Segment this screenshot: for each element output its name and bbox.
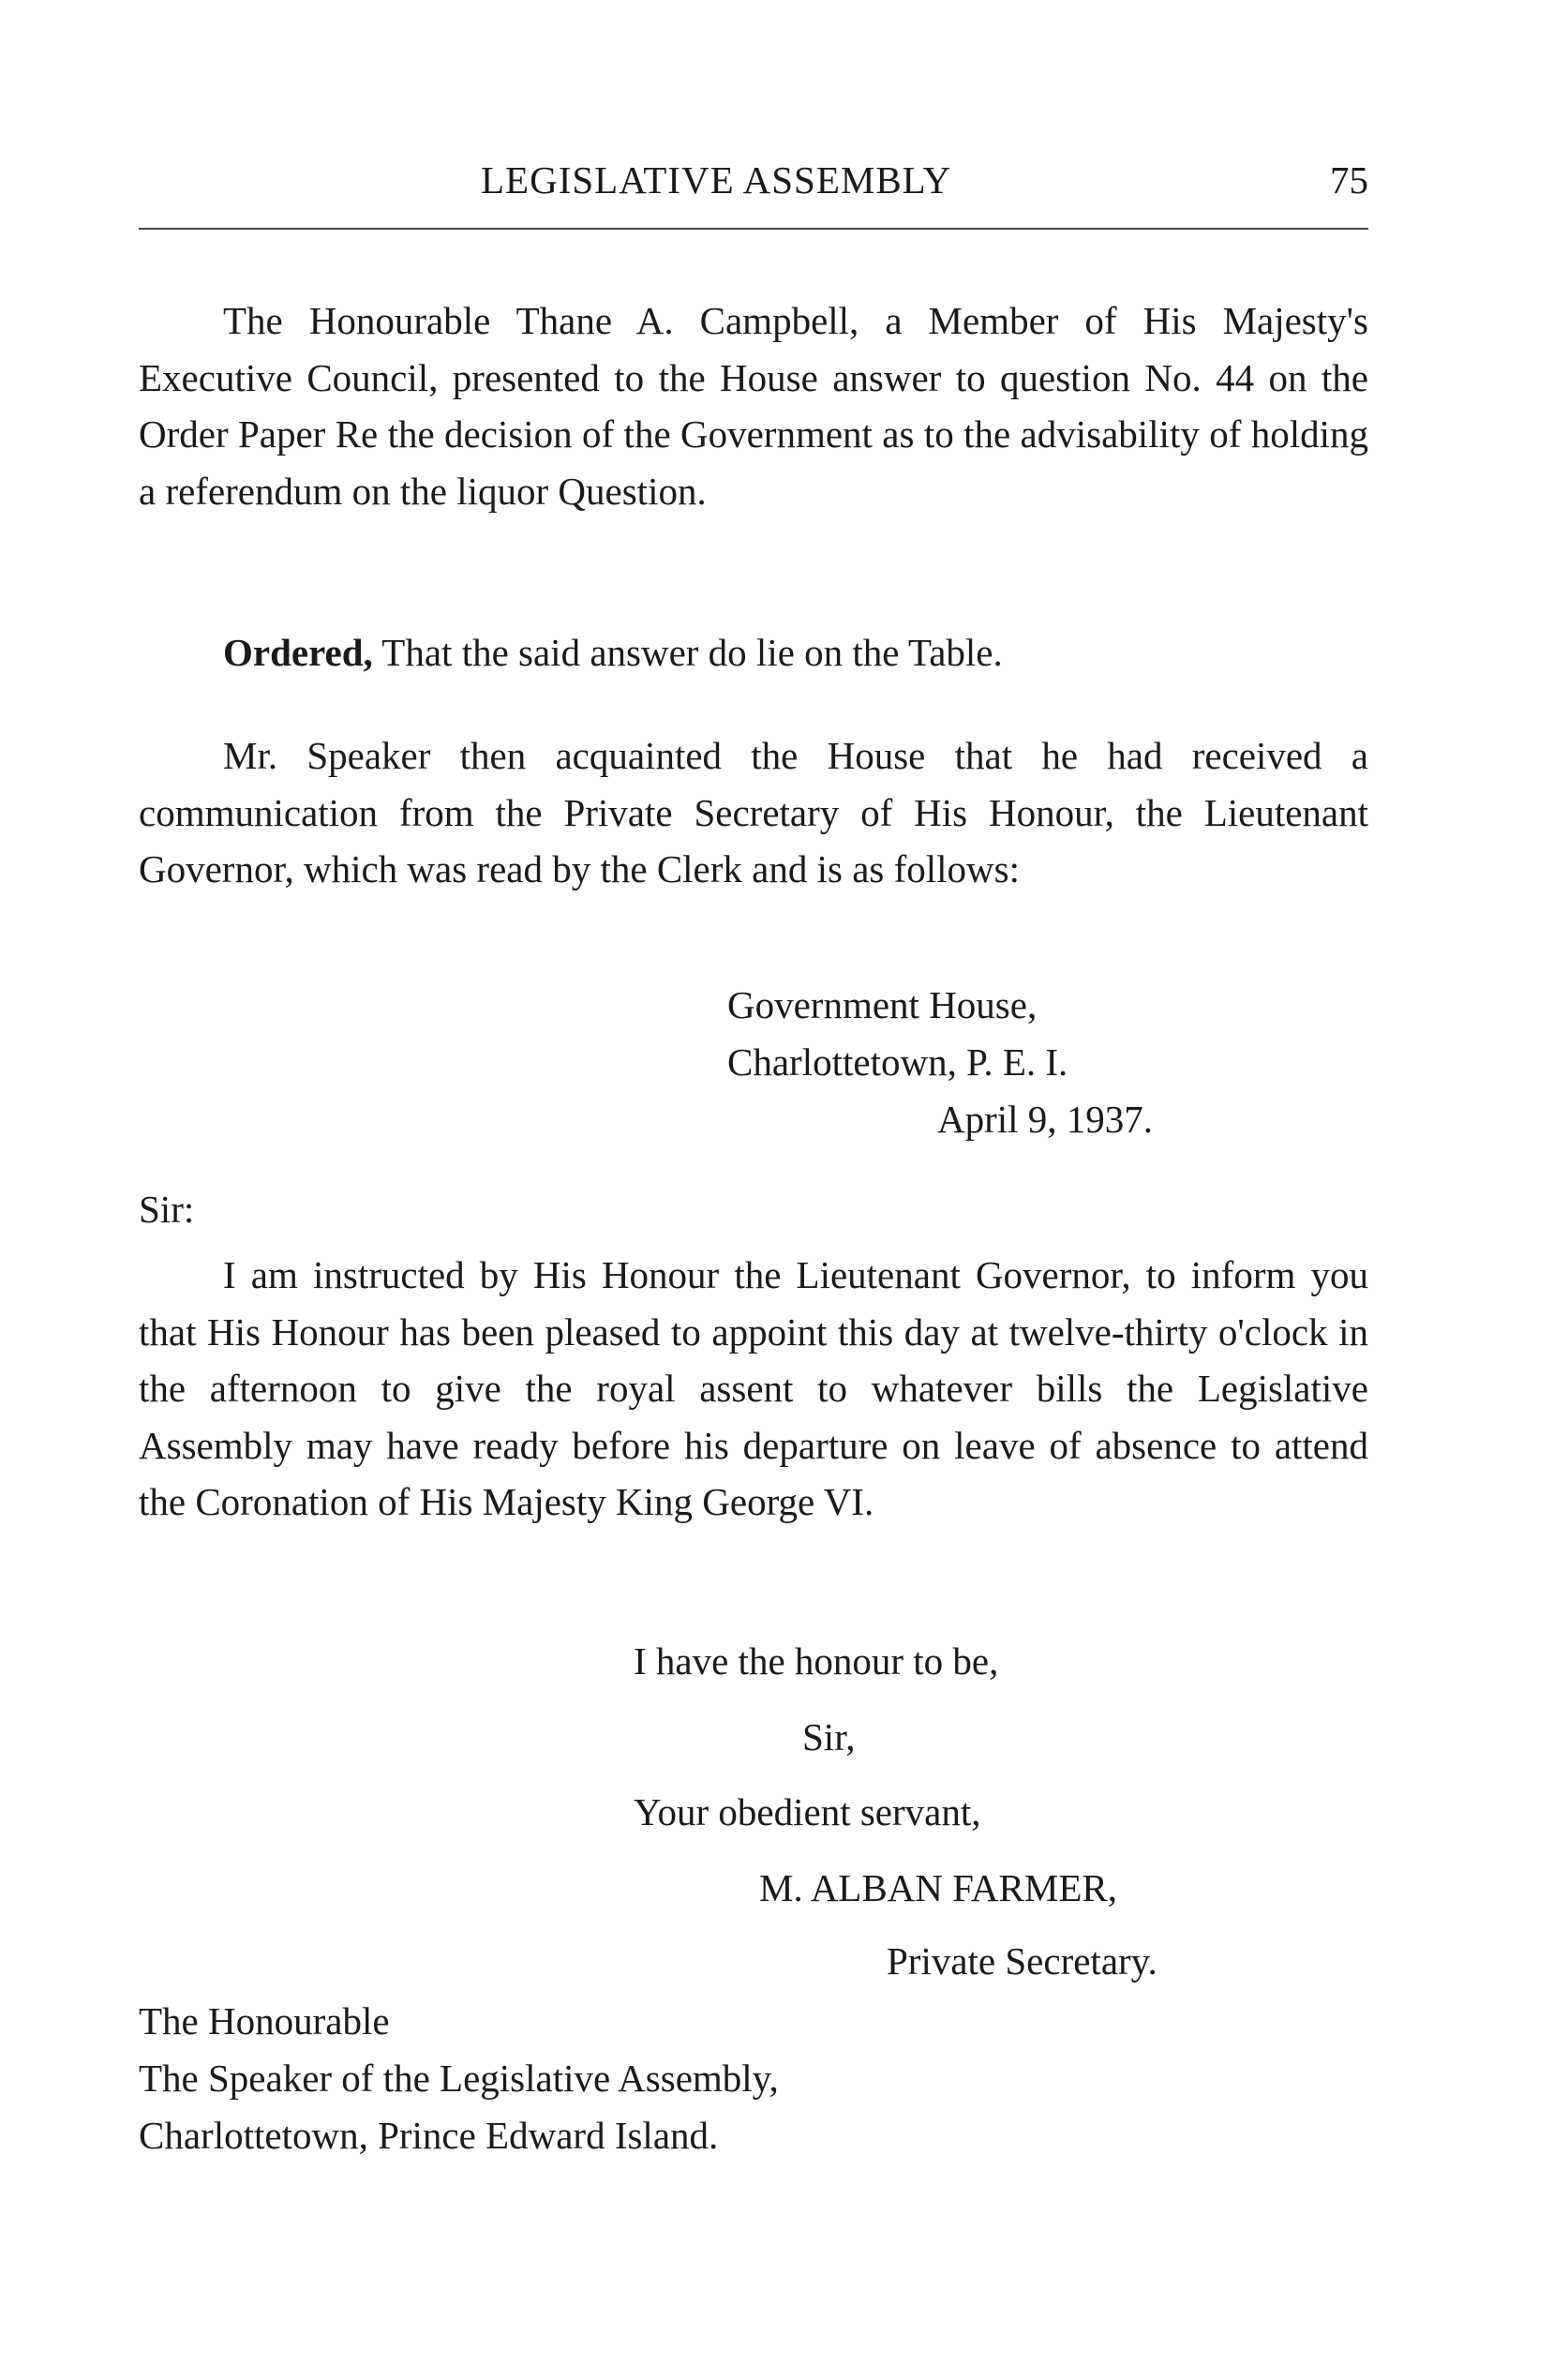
letter-signatory-title: Private Secretary. bbox=[887, 1939, 1157, 1982]
letter-recipient: The Speaker of the Legislative Assembly, bbox=[139, 2057, 779, 2100]
header-rule bbox=[139, 228, 1368, 230]
letter-salutation: Sir: bbox=[139, 1188, 195, 1231]
letter-recipient: The Honourable bbox=[139, 1999, 390, 2042]
page-number: 75 bbox=[1330, 158, 1368, 202]
page-header bbox=[139, 157, 1368, 214]
letter-date: April 9, 1937. bbox=[937, 1098, 1154, 1141]
running-head: LEGISLATIVE ASSEMBLY bbox=[481, 158, 952, 202]
paragraph-speaker bbox=[139, 727, 1368, 898]
letter-closing: Sir, bbox=[802, 1715, 856, 1758]
letter-body-text: I am instructed by His Honour the Lieutenant Governor, to inform you that His Honour has been pleased to appoint this day at twelve-thirty o'clock in the afternoon to give the royal assent to whatever bills the Legislative Assembly may have ready before his departure on leave of absence to attend the Coronation of His Majesty King George VI. bbox=[139, 1253, 1368, 1523]
letter-address-line: Charlottetown, P. E. I. bbox=[727, 1040, 1068, 1084]
paragraph-answer bbox=[139, 292, 1368, 519]
ordered-text: That the said answer do lie on the Table. bbox=[372, 631, 1003, 674]
letter-recipient: Charlottetown, Prince Edward Island. bbox=[139, 2114, 719, 2157]
letter-closing: Your obedient servant, bbox=[634, 1790, 981, 1833]
paragraph-text: Mr. Speaker then acquainted the House that he had received a communication from the Private Secretary of His Honour, the Lieutenant Governor, which was read by the Clerk and is as follows: bbox=[139, 734, 1368, 890]
letter-signature: M. ALBAN FARMER, bbox=[759, 1866, 1117, 1909]
paragraph-text: The Honourable Thane A. Campbell, a Member of His Majesty's Executive Council, presented to the House answer to question No. 44 on the Order Paper Re the decision of the Government as to the advisability of holding a referendum on the liquor Question. bbox=[139, 299, 1368, 513]
letter-body bbox=[139, 1247, 1368, 1531]
ordered-label: Ordered, bbox=[223, 631, 373, 674]
letter-closing: I have the honour to be, bbox=[634, 1639, 999, 1683]
letter-address-line: Government House, bbox=[727, 983, 1038, 1026]
paragraph-ordered bbox=[139, 624, 1368, 681]
